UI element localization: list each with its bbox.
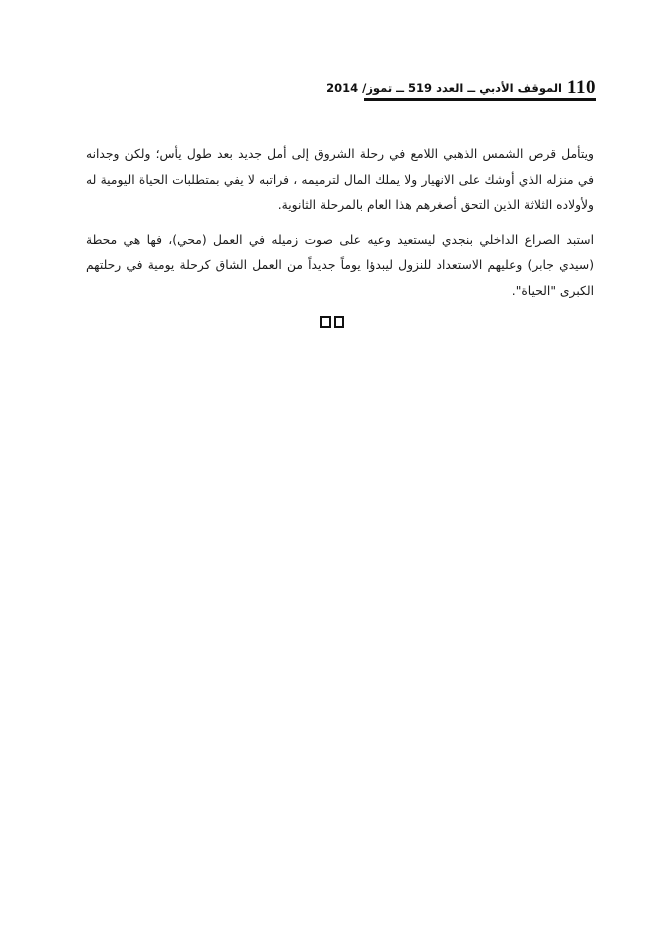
end-of-article-icon: [320, 316, 344, 328]
square-icon: [334, 316, 345, 328]
running-head: الموقف الأدبي ــ العدد 519 ــ تموز/ 2014: [326, 81, 562, 95]
paragraph: ويتأمل قرص الشمس الذهبي اللامع في رحلة الشروق إلى أمل جديد بعد طول يأس؛ ولكن وجدانه في منزله الذي أوشك على الانهيار ولا يملك المال لترميمه ، فراتبه لا يفي بمتطلبات الحياة اليومية له ولأولاده الثلاثة الذين التحق أصغرهم هذا العام بالمرحلة الثانوية.: [86, 147, 594, 212]
page-number: 110: [567, 77, 596, 98]
paragraph: استبد الصراع الداخلي بنجدي ليستعيد وعيه على صوت زميله في العمل (محي)، فها هي محطة (سيدي جابر) وعليهم الاستعداد للنزول ليبدؤا يوماً جديداً من العمل الشاق كرحلة يومية في رحلتهم الكبرى "الحياة".: [86, 232, 594, 298]
page-header: [326, 76, 596, 102]
header-rule: [364, 98, 596, 101]
square-icon: [320, 316, 331, 328]
article-body: [86, 142, 594, 313]
